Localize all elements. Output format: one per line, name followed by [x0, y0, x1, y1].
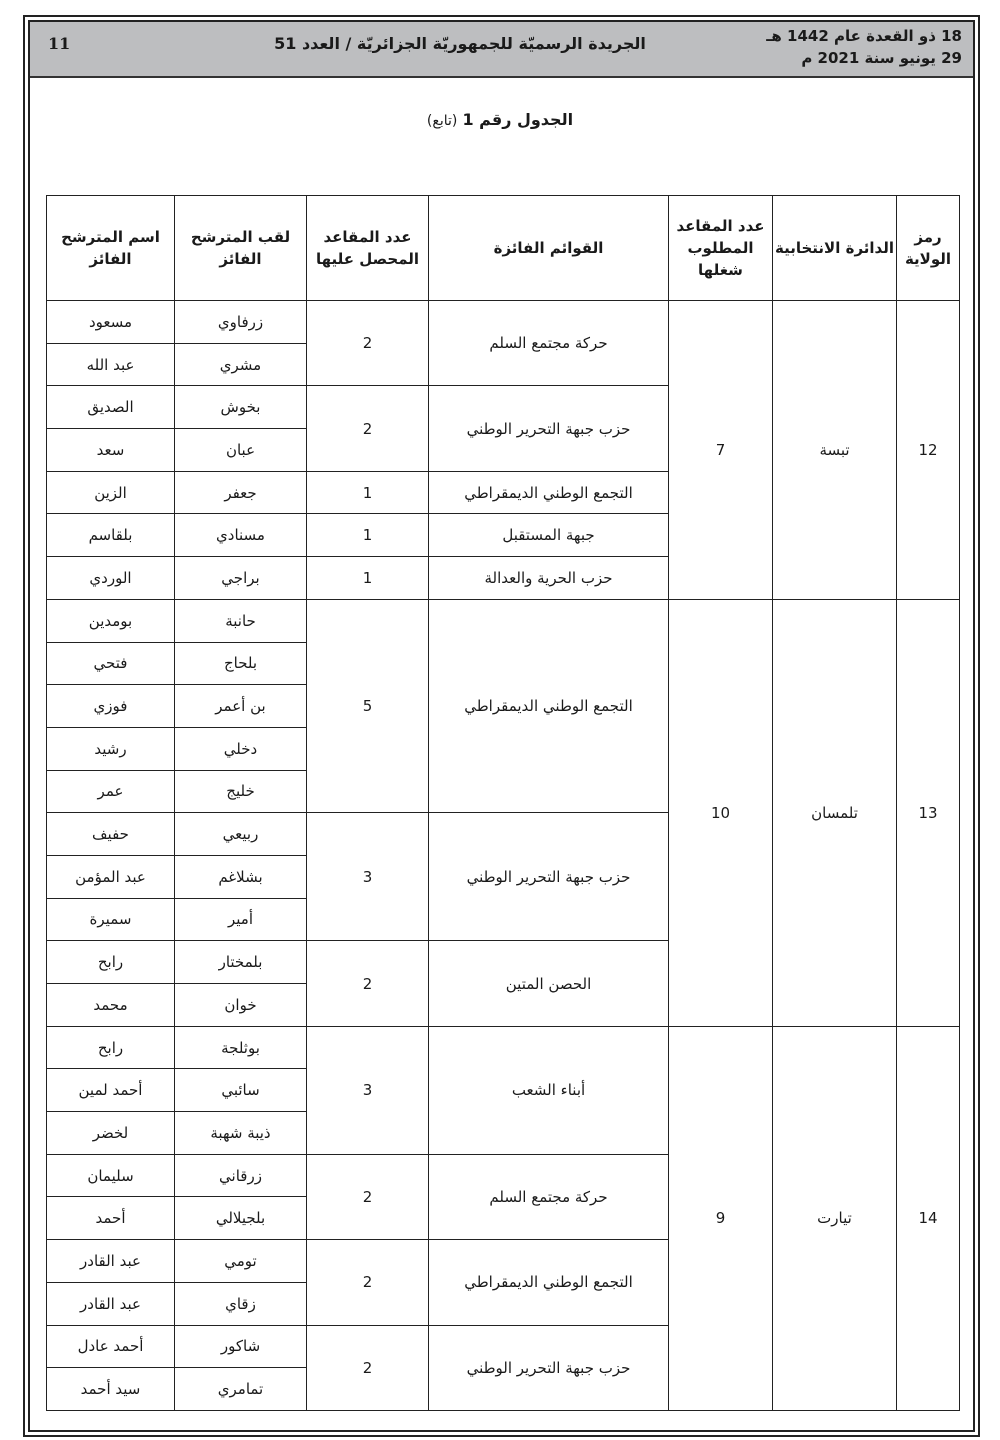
candidate-surname: شاكور [175, 1325, 307, 1368]
candidate-first-name: أحمد لمين [47, 1069, 175, 1112]
candidate-first-name: فتحي [47, 642, 175, 685]
candidate-first-name: سيد أحمد [47, 1368, 175, 1411]
candidate-first-name: عبد القادر [47, 1240, 175, 1283]
candidate-surname: خليج [175, 770, 307, 813]
candidate-first-name: الوردي [47, 557, 175, 600]
district-name: تبسة [773, 301, 897, 600]
seats-required: 7 [669, 301, 773, 600]
candidate-surname: ربيعي [175, 813, 307, 856]
list-name: التجمع الوطني الديمقراطي [429, 599, 669, 812]
seats-required: 9 [669, 1026, 773, 1410]
candidate-first-name: الزين [47, 471, 175, 514]
candidate-first-name: أحمد عادل [47, 1325, 175, 1368]
table-row [47, 1026, 960, 1069]
candidate-first-name: سميرة [47, 898, 175, 941]
candidate-first-name: محمد [47, 984, 175, 1027]
seats-required: 10 [669, 599, 773, 1026]
list-name: حركة مجتمع السلم [429, 1154, 669, 1239]
candidate-surname: تمامري [175, 1368, 307, 1411]
page-number: 11 [48, 34, 71, 53]
col-district: الدائرة الانتخابية [773, 196, 897, 301]
candidate-first-name: بلقاسم [47, 514, 175, 557]
candidate-first-name: عمر [47, 770, 175, 813]
candidate-surname: مسنادي [175, 514, 307, 557]
list-name: حركة مجتمع السلم [429, 301, 669, 386]
district-name: تلمسان [773, 599, 897, 1026]
candidate-surname: بوثلجة [175, 1026, 307, 1069]
candidate-first-name: فوزي [47, 685, 175, 728]
district-name: تيارت [773, 1026, 897, 1410]
candidate-surname: تومي [175, 1240, 307, 1283]
list-name: حزب جبهة التحرير الوطني [429, 386, 669, 471]
candidate-first-name: مسعود [47, 301, 175, 344]
list-name: أبناء الشعب [429, 1026, 669, 1154]
seats-obtained: 5 [307, 599, 429, 812]
wilaya-code: 14 [897, 1026, 960, 1410]
col-seats-required: عدد المقاعد المطلوب شغلها [669, 196, 773, 301]
table-title-main: الجدول رقم 1 [462, 110, 574, 129]
table-header-row [47, 196, 960, 301]
candidate-first-name: رشيد [47, 727, 175, 770]
table-title-sub: (تابع) [426, 113, 458, 129]
candidate-surname: بلحاج [175, 642, 307, 685]
candidate-surname: بلمختار [175, 941, 307, 984]
candidate-first-name: سليمان [47, 1154, 175, 1197]
candidate-surname: زرفاوي [175, 301, 307, 344]
col-surname: لقب المترشح الفائز [175, 196, 307, 301]
wilaya-code: 12 [897, 301, 960, 600]
seats-obtained: 1 [307, 557, 429, 600]
candidate-surname: حانبة [175, 599, 307, 642]
candidate-surname: خوان [175, 984, 307, 1027]
candidate-surname: عبان [175, 429, 307, 472]
candidate-surname: زقاي [175, 1282, 307, 1325]
date-hijri: 18 ذو القعدة عام 1442 هـ [766, 27, 962, 45]
issue-date [766, 25, 962, 69]
candidate-surname: بشلاغم [175, 855, 307, 898]
candidate-first-name: لخضر [47, 1112, 175, 1155]
list-name: التجمع الوطني الديمقراطي [429, 1240, 669, 1325]
candidate-first-name: حفيف [47, 813, 175, 856]
col-winning-lists: القوائم الفائزة [429, 196, 669, 301]
candidate-first-name: عبد الله [47, 343, 175, 386]
wilaya-code: 13 [897, 599, 960, 1026]
candidate-surname: بن أعمر [175, 685, 307, 728]
list-name: حزب جبهة التحرير الوطني [429, 813, 669, 941]
table-row [47, 599, 960, 642]
candidate-surname: أمير [175, 898, 307, 941]
date-gregorian: 29 يونيو سنة 2021 م [801, 49, 962, 67]
seats-obtained: 3 [307, 813, 429, 941]
candidate-surname: براجي [175, 557, 307, 600]
candidate-surname: جعفر [175, 471, 307, 514]
table-row [47, 301, 960, 344]
seats-obtained: 2 [307, 1154, 429, 1239]
col-wilaya-code: رمز الولاية [897, 196, 960, 301]
candidate-surname: مشري [175, 343, 307, 386]
journal-title: الجريدة الرسميّة للجمهوريّة الجزائريّة / العدد 51 [274, 34, 646, 53]
list-name: الحصن المتين [429, 941, 669, 1026]
seats-obtained: 3 [307, 1026, 429, 1154]
seats-obtained: 1 [307, 471, 429, 514]
list-name: التجمع الوطني الديمقراطي [429, 471, 669, 514]
candidate-first-name: رابح [47, 1026, 175, 1069]
candidate-surname: بلجيلالي [175, 1197, 307, 1240]
candidate-first-name: بومدين [47, 599, 175, 642]
list-name: حزب الحرية والعدالة [429, 557, 669, 600]
candidate-surname: زرقاني [175, 1154, 307, 1197]
seats-obtained: 1 [307, 514, 429, 557]
candidate-surname: ذيبة شهبة [175, 1112, 307, 1155]
candidate-first-name: سعد [47, 429, 175, 472]
candidate-surname: دخلي [175, 727, 307, 770]
seats-obtained: 2 [307, 1325, 429, 1411]
seats-obtained: 2 [307, 386, 429, 471]
results-table [46, 195, 960, 1411]
seats-obtained: 2 [307, 1240, 429, 1325]
candidate-surname: بخوش [175, 386, 307, 429]
seats-obtained: 2 [307, 941, 429, 1026]
candidate-first-name: الصديق [47, 386, 175, 429]
col-seats-obtained: عدد المقاعد المحصل عليها [307, 196, 429, 301]
col-first-name: اسم المترشح الفائز [47, 196, 175, 301]
candidate-surname: سائبي [175, 1069, 307, 1112]
table-title [300, 110, 700, 129]
seats-obtained: 2 [307, 301, 429, 386]
candidate-first-name: عبد القادر [47, 1282, 175, 1325]
list-name: جبهة المستقبل [429, 514, 669, 557]
candidate-first-name: رابح [47, 941, 175, 984]
candidate-first-name: عبد المؤمن [47, 855, 175, 898]
list-name: حزب جبهة التحرير الوطني [429, 1325, 669, 1411]
candidate-first-name: أحمد [47, 1197, 175, 1240]
